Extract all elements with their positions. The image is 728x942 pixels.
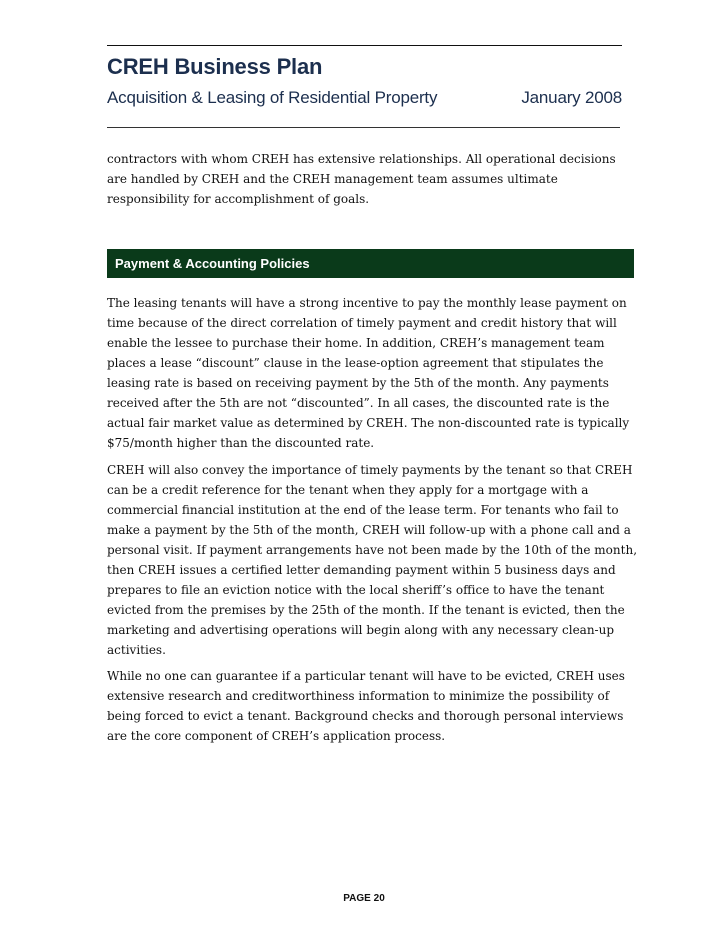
header-subtitle-row [107, 88, 622, 108]
text-line: activities. [107, 643, 166, 657]
text-line: extensive research and creditworthiness information to minimize the possibility of [107, 689, 610, 703]
document-title: CREH Business Plan [107, 54, 323, 79]
document-subtitle: Acquisition & Leasing of Residential Property [107, 88, 438, 107]
header-top-rule [107, 45, 622, 46]
intro-paragraph [107, 149, 637, 209]
text-line: marketing and advertising operations will begin along with any necessary clean-up [107, 623, 615, 637]
text-line: are the core component of CREH’s application process. [107, 729, 446, 743]
section-heading-banner [107, 249, 634, 278]
text-line: received after the 5th are not “discounted”. In all cases, the discounted rate is the [107, 396, 610, 410]
text-line: While no one can guarantee if a particular tenant will have to be evicted, CREH uses [107, 669, 625, 683]
text-line: contractors with whom CREH has extensive relationships. All operational decisions [107, 152, 616, 166]
document-date: January 2008 [521, 88, 622, 107]
text-line: prepares to file an eviction notice with the local sheriff’s office to have the tenant [107, 583, 605, 597]
text-line: being forced to evict a tenant. Background checks and thorough personal interviews [107, 709, 624, 723]
text-line: evicted from the premises by the 25th of the month. If the tenant is evicted, then the [107, 603, 625, 617]
section-heading: Payment & Accounting Policies [115, 256, 310, 271]
header-underline-rule [107, 127, 620, 128]
text-line: places a lease “discount” clause in the lease-option agreement that stipulates the [107, 356, 604, 370]
text-line: leasing rate is based on receiving payment by the 5th of the month. Any payments [107, 376, 609, 390]
text-line: commercial financial institution at the end of the lease term. For tenants who fail to [107, 503, 619, 517]
timely-payment-paragraph [107, 460, 637, 660]
text-line: personal visit. If payment arrangements have not been made by the 10th of the month, [107, 543, 638, 557]
text-line: can be a credit reference for the tenant when they apply for a mortgage with a [107, 483, 589, 497]
text-line: actual fair market value as determined by CREH. The non-discounted rate is typically [107, 416, 630, 430]
text-line: are handled by CREH and the CREH management team assumes ultimate [107, 172, 558, 186]
text-line: time because of the direct correlation of timely payment and credit history that will [107, 316, 617, 330]
eviction-paragraph [107, 666, 637, 746]
text-line: The leasing tenants will have a strong incentive to pay the monthly lease payment on [107, 296, 627, 310]
text-line: responsibility for accomplishment of goals. [107, 192, 370, 206]
page-number: PAGE 20 [343, 893, 385, 904]
text-line: $75/month higher than the discounted rate. [107, 436, 375, 450]
payment-incentive-paragraph [107, 293, 637, 453]
text-line: CREH will also convey the importance of timely payments by the tenant so that CREH [107, 463, 633, 477]
text-line: make a payment by the 5th of the month, CREH will follow-up with a phone call and a [107, 523, 631, 537]
text-line: enable the lessee to purchase their home. In addition, CREH’s management team [107, 336, 605, 350]
text-line: then CREH issues a certified letter demanding payment within 5 business days and [107, 563, 616, 577]
